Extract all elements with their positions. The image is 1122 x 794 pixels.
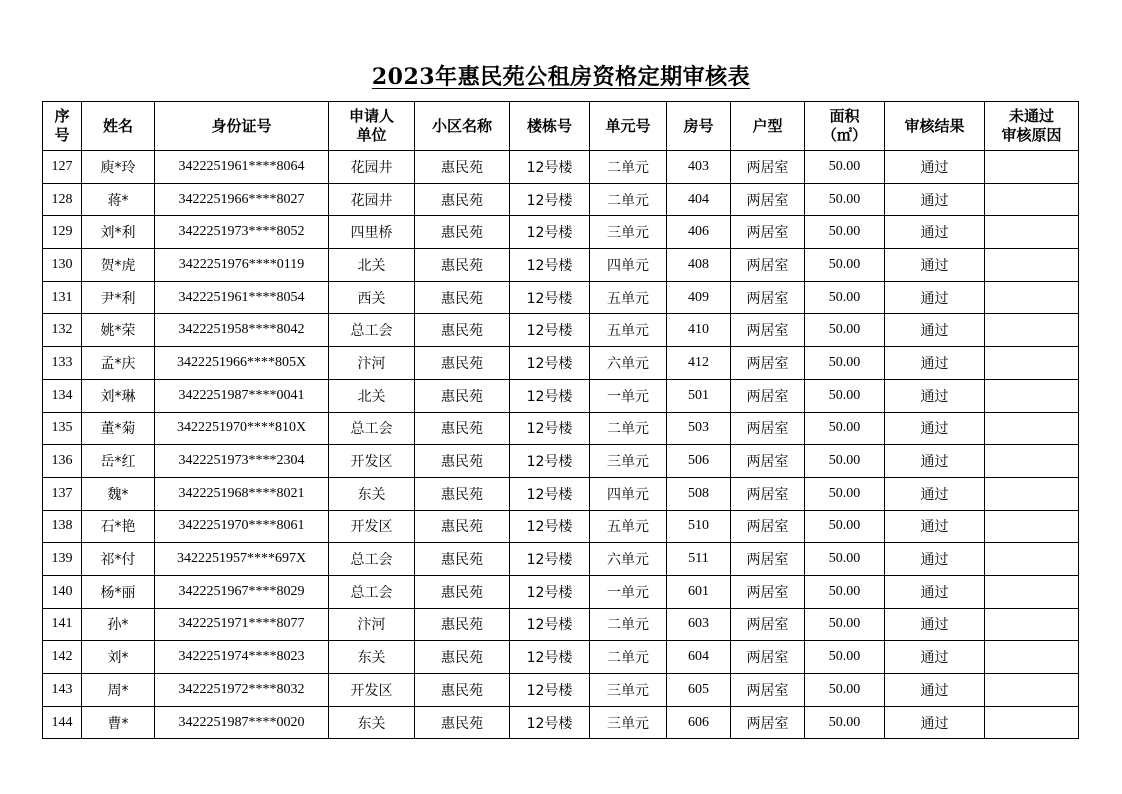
cell-room: 410 [667,314,731,347]
cell-applicant-unit: 开发区 [329,510,415,543]
cell-community: 惠民苑 [415,379,510,412]
cell-name: 岳*红 [82,445,155,478]
cell-community: 惠民苑 [415,445,510,478]
cell-area: 50.00 [805,575,885,608]
table-row [43,543,1079,576]
cell-area: 50.00 [805,641,885,674]
cell-community: 惠民苑 [415,216,510,249]
cell-seq: 131 [43,281,82,314]
cell-name: 孟*庆 [82,347,155,380]
cell-area: 50.00 [805,706,885,739]
cell-name: 姚*荣 [82,314,155,347]
cell-area: 50.00 [805,347,885,380]
cell-reason [985,379,1079,412]
cell-building: 12号楼 [510,445,590,478]
cell-id-number: 3422251971****8077 [155,608,329,641]
cell-seq: 142 [43,641,82,674]
header-seq [43,102,82,151]
header-unit-line2: 单位 [356,126,387,144]
cell-result: 通过 [885,608,985,641]
cell-unit-number: 一单元 [590,379,667,412]
cell-result: 通过 [885,151,985,184]
cell-reason [985,314,1079,347]
header-name: 姓名 [82,102,155,151]
cell-reason [985,445,1079,478]
cell-house-type: 两居室 [731,674,805,707]
cell-community: 惠民苑 [415,674,510,707]
cell-result: 通过 [885,706,985,739]
cell-house-type: 两居室 [731,314,805,347]
cell-result: 通过 [885,641,985,674]
header-community: 小区名称 [415,102,510,151]
audit-table [42,101,1079,739]
cell-area: 50.00 [805,314,885,347]
header-room: 房号 [667,102,731,151]
cell-room: 403 [667,151,731,184]
cell-seq: 129 [43,216,82,249]
cell-room: 605 [667,674,731,707]
header-unit-number: 单元号 [590,102,667,151]
cell-community: 惠民苑 [415,608,510,641]
cell-applicant-unit: 西关 [329,281,415,314]
page-title [0,60,1122,91]
cell-seq: 138 [43,510,82,543]
cell-result: 通过 [885,575,985,608]
cell-community: 惠民苑 [415,281,510,314]
cell-reason [985,641,1079,674]
cell-building: 12号楼 [510,510,590,543]
cell-room: 606 [667,706,731,739]
cell-unit-number: 二单元 [590,183,667,216]
cell-name: 魏* [82,477,155,510]
cell-reason [985,347,1079,380]
header-result: 审核结果 [885,102,985,151]
table-row [43,216,1079,249]
cell-room: 603 [667,608,731,641]
cell-unit-number: 五单元 [590,510,667,543]
cell-house-type: 两居室 [731,183,805,216]
cell-unit-number: 三单元 [590,445,667,478]
page-title-text: 2023年惠民苑公租房资格定期审核表 [371,64,751,90]
cell-area: 50.00 [805,445,885,478]
cell-result: 通过 [885,445,985,478]
cell-id-number: 3422251974****8023 [155,641,329,674]
table-row [43,281,1079,314]
cell-room: 501 [667,379,731,412]
cell-applicant-unit: 四里桥 [329,216,415,249]
cell-seq: 136 [43,445,82,478]
table-row [43,575,1079,608]
cell-reason [985,151,1079,184]
cell-id-number: 3422251961****8064 [155,151,329,184]
cell-id-number: 3422251970****810X [155,412,329,445]
cell-community: 惠民苑 [415,314,510,347]
cell-seq: 137 [43,477,82,510]
cell-id-number: 3422251968****8021 [155,477,329,510]
cell-house-type: 两居室 [731,641,805,674]
cell-building: 12号楼 [510,347,590,380]
cell-applicant-unit: 汴河 [329,608,415,641]
cell-community: 惠民苑 [415,706,510,739]
cell-house-type: 两居室 [731,412,805,445]
cell-applicant-unit: 总工会 [329,575,415,608]
cell-id-number: 3422251967****8029 [155,575,329,608]
cell-reason [985,608,1079,641]
cell-result: 通过 [885,510,985,543]
cell-unit-number: 二单元 [590,641,667,674]
cell-name: 祁*付 [82,543,155,576]
cell-house-type: 两居室 [731,477,805,510]
table-row [43,674,1079,707]
cell-room: 409 [667,281,731,314]
cell-result: 通过 [885,477,985,510]
cell-building: 12号楼 [510,216,590,249]
cell-community: 惠民苑 [415,151,510,184]
cell-reason [985,249,1079,282]
cell-seq: 127 [43,151,82,184]
cell-room: 601 [667,575,731,608]
cell-unit-number: 五单元 [590,281,667,314]
cell-building: 12号楼 [510,477,590,510]
cell-name: 刘*琳 [82,379,155,412]
header-area [805,102,885,151]
header-seq-line1: 序 [54,107,70,125]
cell-room: 406 [667,216,731,249]
cell-id-number: 3422251966****8027 [155,183,329,216]
cell-seq: 140 [43,575,82,608]
cell-id-number: 3422251966****805X [155,347,329,380]
cell-room: 604 [667,641,731,674]
cell-room: 404 [667,183,731,216]
cell-applicant-unit: 开发区 [329,445,415,478]
cell-id-number: 3422251957****697X [155,543,329,576]
header-building: 楼栋号 [510,102,590,151]
cell-seq: 134 [43,379,82,412]
cell-id-number: 3422251958****8042 [155,314,329,347]
cell-building: 12号楼 [510,183,590,216]
cell-building: 12号楼 [510,641,590,674]
cell-reason [985,281,1079,314]
cell-building: 12号楼 [510,575,590,608]
cell-room: 503 [667,412,731,445]
cell-area: 50.00 [805,477,885,510]
table-row [43,510,1079,543]
cell-applicant-unit: 花园井 [329,183,415,216]
cell-unit-number: 三单元 [590,706,667,739]
cell-house-type: 两居室 [731,445,805,478]
cell-name: 刘* [82,641,155,674]
cell-house-type: 两居室 [731,216,805,249]
cell-area: 50.00 [805,183,885,216]
cell-building: 12号楼 [510,706,590,739]
cell-room: 511 [667,543,731,576]
cell-result: 通过 [885,412,985,445]
cell-house-type: 两居室 [731,281,805,314]
cell-id-number: 3422251970****8061 [155,510,329,543]
cell-seq: 141 [43,608,82,641]
cell-unit-number: 六单元 [590,347,667,380]
table-row [43,183,1079,216]
cell-house-type: 两居室 [731,543,805,576]
cell-area: 50.00 [805,608,885,641]
cell-id-number: 3422251972****8032 [155,674,329,707]
table-row [43,706,1079,739]
table-row [43,641,1079,674]
cell-building: 12号楼 [510,379,590,412]
cell-name: 贺*虎 [82,249,155,282]
cell-reason [985,216,1079,249]
cell-community: 惠民苑 [415,543,510,576]
cell-result: 通过 [885,249,985,282]
cell-applicant-unit: 总工会 [329,314,415,347]
table-row [43,249,1079,282]
cell-building: 12号楼 [510,608,590,641]
cell-unit-number: 四单元 [590,477,667,510]
cell-result: 通过 [885,281,985,314]
cell-building: 12号楼 [510,249,590,282]
cell-unit-number: 四单元 [590,249,667,282]
cell-unit-number: 二单元 [590,412,667,445]
table-row [43,379,1079,412]
cell-name: 董*菊 [82,412,155,445]
cell-area: 50.00 [805,379,885,412]
cell-seq: 135 [43,412,82,445]
cell-house-type: 两居室 [731,347,805,380]
cell-seq: 128 [43,183,82,216]
header-id-number: 身份证号 [155,102,329,151]
cell-unit-number: 三单元 [590,216,667,249]
cell-id-number: 3422251987****0041 [155,379,329,412]
cell-house-type: 两居室 [731,249,805,282]
header-unit-line1: 申请人 [348,107,394,125]
cell-name: 曹* [82,706,155,739]
cell-community: 惠民苑 [415,183,510,216]
cell-unit-number: 一单元 [590,575,667,608]
cell-seq: 144 [43,706,82,739]
cell-result: 通过 [885,379,985,412]
cell-reason [985,543,1079,576]
cell-room: 508 [667,477,731,510]
cell-unit-number: 三单元 [590,674,667,707]
cell-result: 通过 [885,347,985,380]
cell-room: 412 [667,347,731,380]
cell-id-number: 3422251987****0020 [155,706,329,739]
cell-seq: 132 [43,314,82,347]
cell-building: 12号楼 [510,281,590,314]
cell-area: 50.00 [805,151,885,184]
cell-result: 通过 [885,314,985,347]
cell-unit-number: 二单元 [590,151,667,184]
cell-name: 石*艳 [82,510,155,543]
cell-building: 12号楼 [510,151,590,184]
header-reason-line2: 审核原因 [1001,126,1062,144]
cell-community: 惠民苑 [415,641,510,674]
table-row [43,608,1079,641]
cell-unit-number: 五单元 [590,314,667,347]
cell-seq: 133 [43,347,82,380]
cell-name: 杨*丽 [82,575,155,608]
cell-result: 通过 [885,183,985,216]
header-area-line1: 面积 [829,107,860,125]
cell-applicant-unit: 东关 [329,477,415,510]
cell-applicant-unit: 花园井 [329,151,415,184]
cell-name: 周* [82,674,155,707]
header-reason-line1: 未通过 [1008,107,1054,125]
cell-seq: 143 [43,674,82,707]
table-row [43,445,1079,478]
cell-reason [985,412,1079,445]
cell-name: 尹*利 [82,281,155,314]
cell-house-type: 两居室 [731,575,805,608]
header-applicant-unit [329,102,415,151]
cell-id-number: 3422251961****8054 [155,281,329,314]
cell-room: 408 [667,249,731,282]
cell-id-number: 3422251973****2304 [155,445,329,478]
cell-id-number: 3422251976****0119 [155,249,329,282]
cell-applicant-unit: 北关 [329,249,415,282]
cell-house-type: 两居室 [731,379,805,412]
cell-area: 50.00 [805,674,885,707]
cell-house-type: 两居室 [731,608,805,641]
cell-area: 50.00 [805,281,885,314]
cell-community: 惠民苑 [415,510,510,543]
cell-applicant-unit: 总工会 [329,543,415,576]
cell-seq: 130 [43,249,82,282]
header-reason [985,102,1079,151]
cell-reason [985,575,1079,608]
cell-seq: 139 [43,543,82,576]
cell-area: 50.00 [805,216,885,249]
table-row [43,151,1079,184]
cell-name: 蒋* [82,183,155,216]
cell-reason [985,706,1079,739]
header-row [43,102,1079,151]
header-seq-line2: 号 [54,126,70,144]
cell-applicant-unit: 东关 [329,706,415,739]
header-house-type: 户型 [731,102,805,151]
cell-result: 通过 [885,216,985,249]
cell-community: 惠民苑 [415,249,510,282]
table-row [43,412,1079,445]
cell-room: 506 [667,445,731,478]
cell-id-number: 3422251973****8052 [155,216,329,249]
header-area-line2: （㎡） [821,126,867,144]
table-row [43,477,1079,510]
table-row [43,314,1079,347]
cell-community: 惠民苑 [415,477,510,510]
cell-name: 刘*利 [82,216,155,249]
table-row [43,347,1079,380]
cell-unit-number: 六单元 [590,543,667,576]
cell-room: 510 [667,510,731,543]
cell-reason [985,510,1079,543]
cell-building: 12号楼 [510,314,590,347]
cell-area: 50.00 [805,249,885,282]
cell-applicant-unit: 汴河 [329,347,415,380]
cell-result: 通过 [885,674,985,707]
cell-result: 通过 [885,543,985,576]
cell-applicant-unit: 总工会 [329,412,415,445]
cell-building: 12号楼 [510,543,590,576]
table-body [43,151,1079,739]
cell-reason [985,183,1079,216]
cell-applicant-unit: 东关 [329,641,415,674]
cell-unit-number: 二单元 [590,608,667,641]
table-header [43,102,1079,151]
cell-applicant-unit: 开发区 [329,674,415,707]
cell-name: 孙* [82,608,155,641]
cell-community: 惠民苑 [415,575,510,608]
cell-community: 惠民苑 [415,412,510,445]
cell-area: 50.00 [805,412,885,445]
cell-name: 庾*玲 [82,151,155,184]
cell-building: 12号楼 [510,674,590,707]
cell-applicant-unit: 北关 [329,379,415,412]
cell-house-type: 两居室 [731,510,805,543]
cell-house-type: 两居室 [731,151,805,184]
cell-area: 50.00 [805,543,885,576]
cell-community: 惠民苑 [415,347,510,380]
cell-reason [985,674,1079,707]
cell-building: 12号楼 [510,412,590,445]
cell-area: 50.00 [805,510,885,543]
cell-house-type: 两居室 [731,706,805,739]
cell-reason [985,477,1079,510]
